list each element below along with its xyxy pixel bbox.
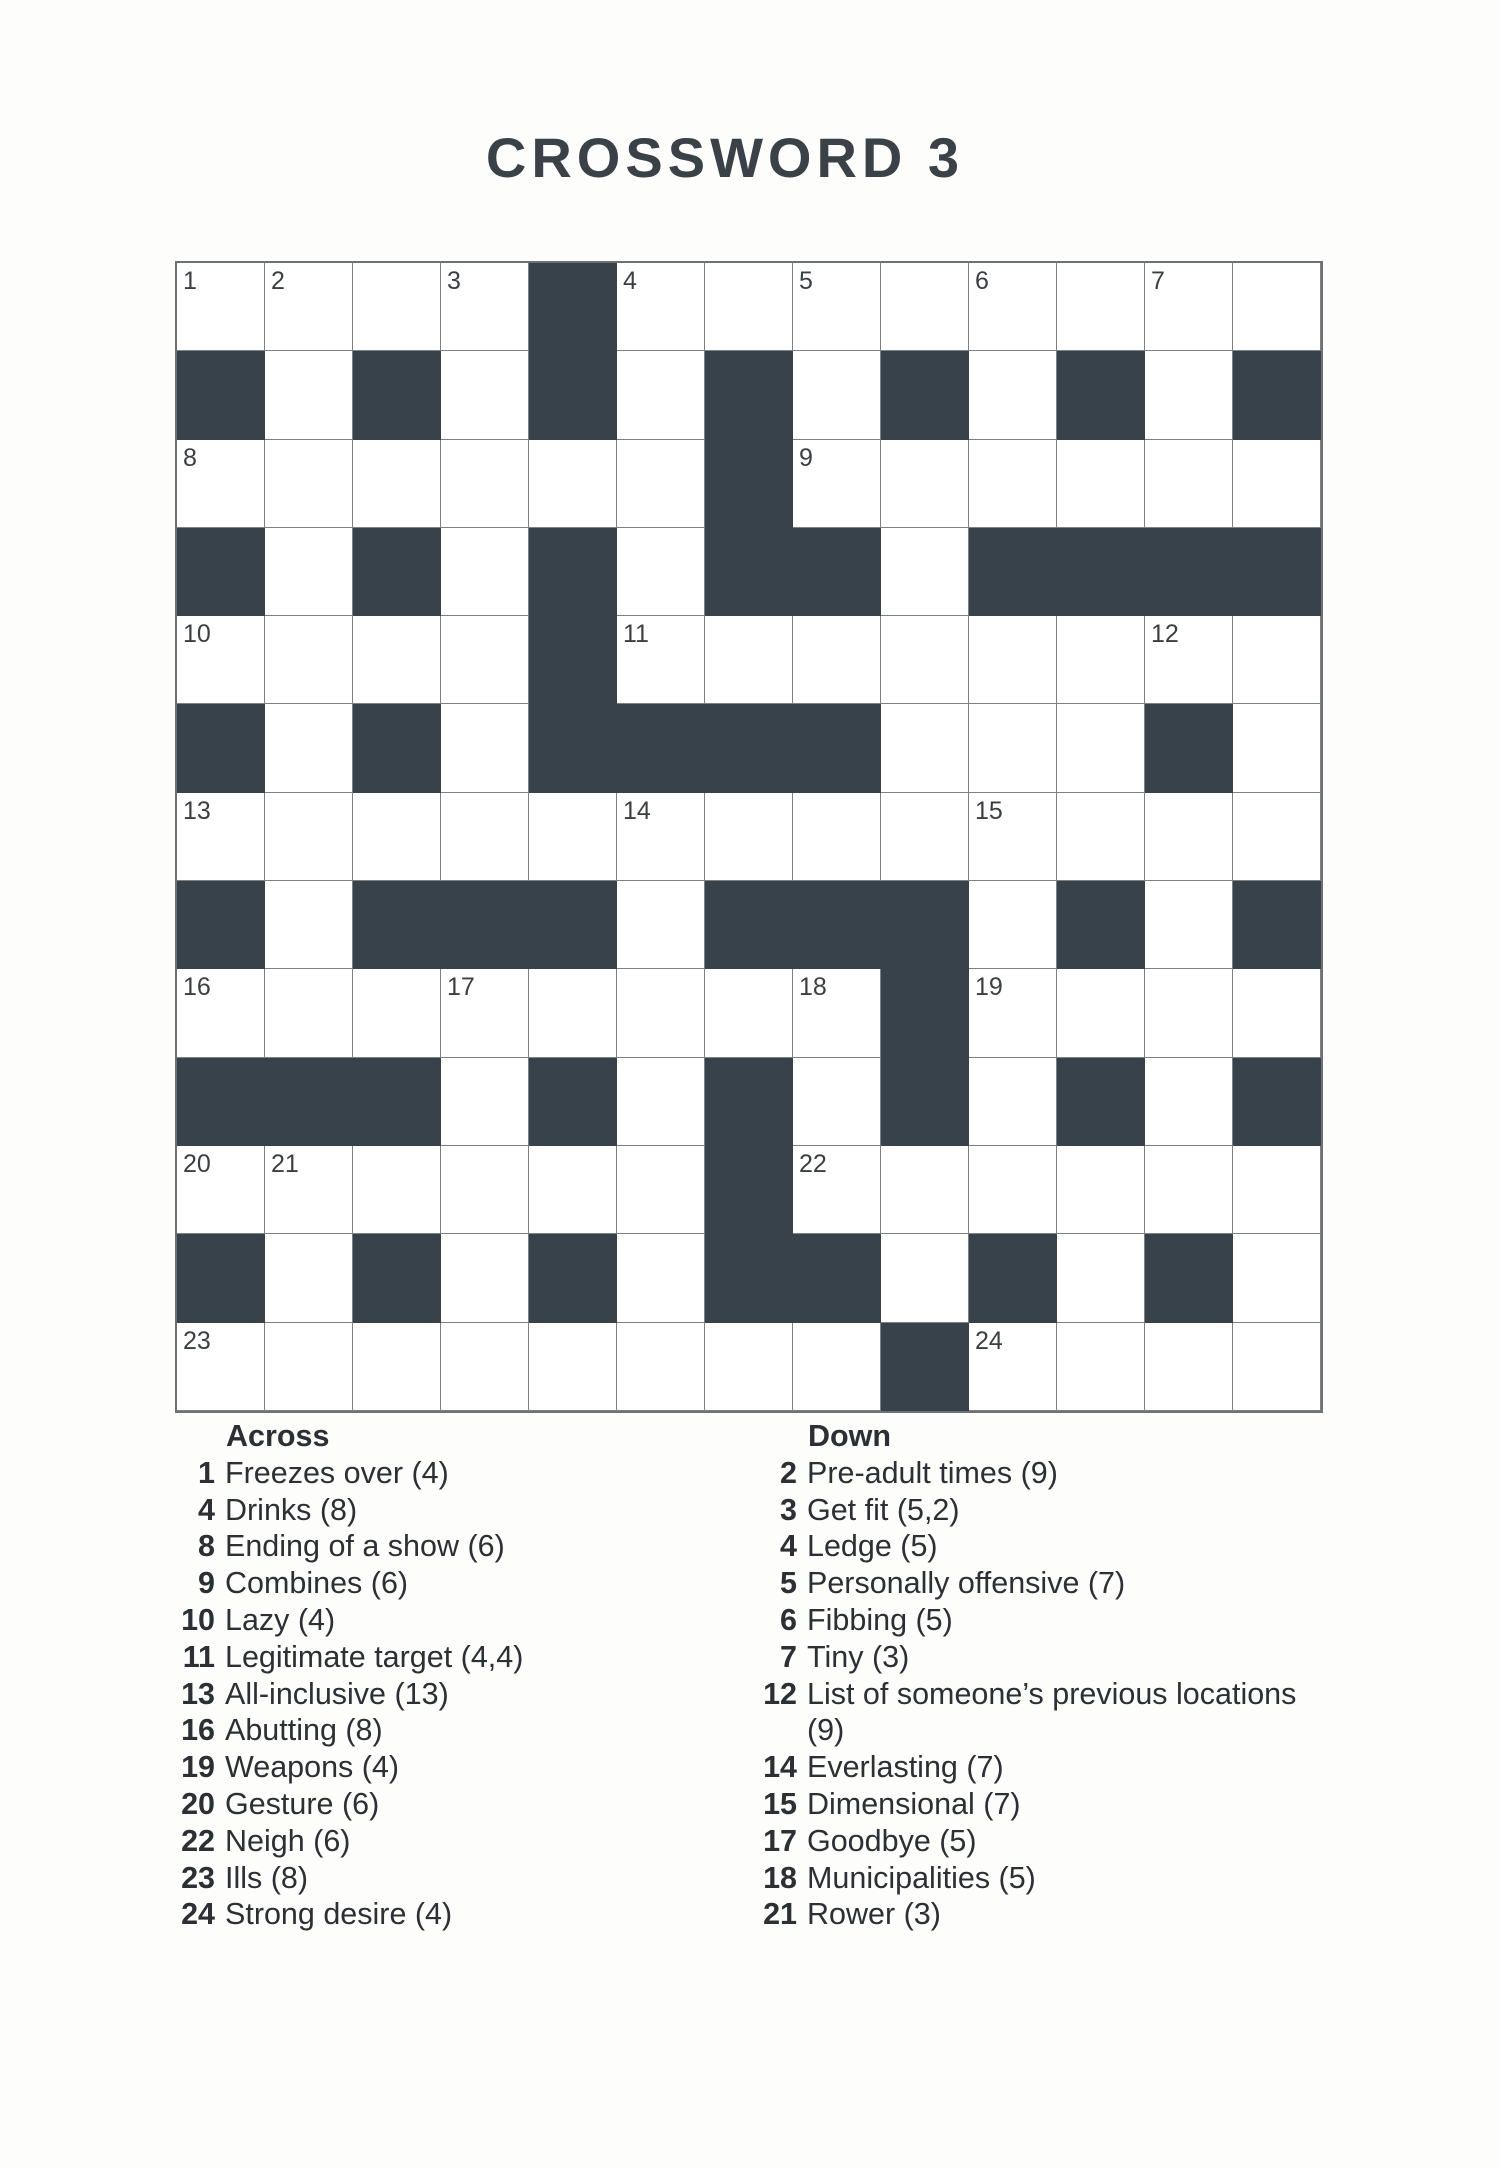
- clue-number: 17: [763, 1823, 797, 1858]
- grid-block-cell: [705, 1234, 793, 1322]
- clue-number: 9: [799, 443, 813, 472]
- grid-block-cell: [1057, 1058, 1145, 1146]
- across-clue: [170, 1786, 690, 1823]
- clue-number: 2: [271, 267, 285, 295]
- clue-number: 14: [763, 1750, 797, 1785]
- clue-number: 13: [183, 796, 211, 825]
- grid-block-cell: [705, 704, 793, 792]
- clue-text: Dimensional (7): [807, 1786, 1021, 1821]
- grid-block-cell: [1233, 1058, 1321, 1146]
- grid-cell[interactable]: [617, 351, 705, 439]
- clue-number: 2: [780, 1455, 797, 1490]
- grid-cell[interactable]: [969, 793, 1057, 881]
- grid-block-cell: [529, 616, 617, 704]
- across-clue: [170, 1602, 690, 1639]
- clue-number: 24: [181, 1897, 215, 1932]
- grid-block-cell: [353, 351, 441, 439]
- grid-cell[interactable]: [177, 263, 265, 351]
- clue-text: Everlasting (7): [807, 1750, 1004, 1785]
- clue-number: 15: [975, 796, 1003, 825]
- grid-cell[interactable]: [881, 440, 969, 528]
- clue-text: Strong desire (4): [225, 1897, 453, 1932]
- grid-block-cell: [529, 1058, 617, 1146]
- grid-block-cell: [793, 881, 881, 969]
- grid-cell[interactable]: [441, 704, 529, 792]
- grid-block-cell: [529, 263, 617, 351]
- grid-block-cell: [177, 528, 265, 616]
- clue-text: Weapons (4): [225, 1750, 400, 1785]
- grid-cell[interactable]: [793, 969, 881, 1057]
- clue-text: Get fit (5,2): [807, 1492, 960, 1527]
- grid-cell[interactable]: [1145, 881, 1233, 969]
- across-clue: [170, 1639, 690, 1676]
- grid-cell[interactable]: [265, 440, 353, 528]
- clue-number: 6: [780, 1602, 797, 1637]
- grid-cell[interactable]: [1145, 1146, 1233, 1234]
- grid-cell[interactable]: [1057, 704, 1145, 792]
- grid-cell[interactable]: [441, 351, 529, 439]
- grid-cell[interactable]: [353, 793, 441, 881]
- grid-cell[interactable]: [1233, 616, 1321, 704]
- grid-cell[interactable]: [705, 793, 793, 881]
- grid-cell[interactable]: [969, 1323, 1057, 1411]
- clue-text: Combines (6): [225, 1566, 409, 1601]
- grid-cell[interactable]: [881, 528, 969, 616]
- grid-cell[interactable]: [265, 704, 353, 792]
- grid-block-cell: [705, 351, 793, 439]
- clue-number: 24: [975, 1326, 1003, 1355]
- clue-number: 6: [975, 267, 989, 295]
- across-clue: [170, 1896, 690, 1933]
- clue-number: 18: [763, 1860, 797, 1895]
- grid-block-cell: [353, 1058, 441, 1146]
- grid-cell[interactable]: [353, 440, 441, 528]
- grid-cell[interactable]: [265, 793, 353, 881]
- grid-cell[interactable]: [353, 1323, 441, 1411]
- grid-cell[interactable]: [353, 616, 441, 704]
- grid-block-cell: [529, 881, 617, 969]
- grid-cell[interactable]: [705, 263, 793, 351]
- down-clue: [752, 1676, 1312, 1750]
- grid-cell[interactable]: [617, 1323, 705, 1411]
- grid-cell[interactable]: [617, 1058, 705, 1146]
- grid-cell[interactable]: [881, 1146, 969, 1234]
- grid-cell[interactable]: [441, 969, 529, 1057]
- grid-cell[interactable]: [617, 969, 705, 1057]
- clue-text: Ills (8): [225, 1860, 309, 1895]
- grid-cell[interactable]: [177, 1323, 265, 1411]
- grid-cell[interactable]: [177, 1146, 265, 1234]
- grid-block-cell: [1145, 704, 1233, 792]
- grid-cell[interactable]: [265, 616, 353, 704]
- grid-block-cell: [1057, 528, 1145, 616]
- clue-text: Drinks (8): [225, 1492, 358, 1527]
- across-clue: [170, 1749, 690, 1786]
- grid-cell[interactable]: [1233, 1146, 1321, 1234]
- grid-cell[interactable]: [969, 969, 1057, 1057]
- grid-block-cell: [441, 881, 529, 969]
- grid-cell[interactable]: [793, 263, 881, 351]
- grid-cell[interactable]: [265, 1323, 353, 1411]
- grid-cell[interactable]: [617, 263, 705, 351]
- grid-cell[interactable]: [617, 1234, 705, 1322]
- clue-text: Gesture (6): [225, 1786, 380, 1821]
- grid-cell[interactable]: [1233, 969, 1321, 1057]
- grid-cell[interactable]: [265, 263, 353, 351]
- clue-number: 16: [183, 973, 211, 1002]
- grid-cell[interactable]: [441, 440, 529, 528]
- clue-number: 7: [780, 1639, 797, 1674]
- clue-number: 17: [447, 973, 475, 1002]
- grid-block-cell: [265, 1058, 353, 1146]
- grid-block-cell: [881, 1323, 969, 1411]
- clue-number: 8: [183, 443, 197, 472]
- grid-cell[interactable]: [441, 616, 529, 704]
- grid-cell[interactable]: [529, 969, 617, 1057]
- down-clue: [752, 1528, 1312, 1565]
- grid-cell[interactable]: [793, 1323, 881, 1411]
- grid-cell[interactable]: [1057, 969, 1145, 1057]
- grid-cell[interactable]: [969, 263, 1057, 351]
- clue-text: Rower (3): [807, 1897, 941, 1932]
- grid-cell[interactable]: [969, 440, 1057, 528]
- down-clue: [752, 1455, 1312, 1492]
- grid-block-cell: [529, 351, 617, 439]
- grid-cell[interactable]: [1145, 440, 1233, 528]
- grid-cell[interactable]: [969, 1058, 1057, 1146]
- grid-cell[interactable]: [177, 793, 265, 881]
- grid-cell[interactable]: [617, 440, 705, 528]
- grid-cell[interactable]: [265, 881, 353, 969]
- grid-cell[interactable]: [793, 1146, 881, 1234]
- grid-cell[interactable]: [793, 616, 881, 704]
- down-clue: [752, 1602, 1312, 1639]
- grid-cell[interactable]: [1145, 1058, 1233, 1146]
- grid-block-cell: [1057, 881, 1145, 969]
- grid-cell[interactable]: [441, 1058, 529, 1146]
- grid-block-cell: [1233, 881, 1321, 969]
- grid-block-cell: [1233, 351, 1321, 439]
- grid-cell[interactable]: [793, 440, 881, 528]
- grid-cell[interactable]: [1057, 440, 1145, 528]
- clue-number: 4: [623, 267, 637, 295]
- across-clue: [170, 1528, 690, 1565]
- crossword-grid: [175, 261, 1323, 1413]
- clue-text: Fibbing (5): [807, 1602, 953, 1637]
- grid-cell[interactable]: [177, 616, 265, 704]
- clue-text: Tiny (3): [807, 1639, 910, 1674]
- grid-cell[interactable]: [1233, 793, 1321, 881]
- across-heading: Across: [226, 1419, 330, 1453]
- grid-cell[interactable]: [1233, 263, 1321, 351]
- grid-block-cell: [793, 528, 881, 616]
- clue-text: Neigh (6): [225, 1823, 351, 1858]
- grid-cell[interactable]: [353, 969, 441, 1057]
- grid-block-cell: [353, 881, 441, 969]
- grid-cell[interactable]: [177, 440, 265, 528]
- clue-number: 11: [182, 1639, 215, 1674]
- clue-text: Lazy (4): [225, 1602, 336, 1637]
- grid-block-cell: [705, 881, 793, 969]
- grid-cell[interactable]: [1233, 1234, 1321, 1322]
- grid-block-cell: [529, 704, 617, 792]
- grid-block-cell: [1145, 1234, 1233, 1322]
- grid-cell[interactable]: [617, 528, 705, 616]
- clue-number: 8: [198, 1529, 215, 1564]
- grid-block-cell: [1233, 528, 1321, 616]
- grid-cell[interactable]: [1233, 704, 1321, 792]
- grid-cell[interactable]: [1057, 1146, 1145, 1234]
- clue-text: Municipalities (5): [807, 1860, 1036, 1895]
- grid-block-cell: [881, 881, 969, 969]
- down-clue: [752, 1749, 1312, 1786]
- across-clues: [170, 1418, 690, 1933]
- grid-cell[interactable]: [353, 1146, 441, 1234]
- grid-cell[interactable]: [1145, 351, 1233, 439]
- down-clue: [752, 1786, 1312, 1823]
- grid-cell[interactable]: [1057, 616, 1145, 704]
- grid-cell[interactable]: [793, 1058, 881, 1146]
- clue-number: 20: [183, 1149, 211, 1178]
- grid-block-cell: [881, 351, 969, 439]
- clue-text: Abutting (8): [225, 1713, 383, 1748]
- down-clue: [752, 1823, 1312, 1860]
- grid-cell[interactable]: [529, 793, 617, 881]
- grid-cell[interactable]: [1057, 1323, 1145, 1411]
- down-clue-list: [752, 1455, 1312, 1933]
- grid-cell[interactable]: [1233, 440, 1321, 528]
- grid-cell[interactable]: [881, 263, 969, 351]
- down-heading: Down: [808, 1419, 892, 1453]
- grid-cell[interactable]: [441, 1234, 529, 1322]
- across-clue-list: [170, 1455, 690, 1933]
- across-clue: [170, 1492, 690, 1529]
- grid-block-cell: [353, 528, 441, 616]
- clue-text: Freezes over (4): [225, 1455, 449, 1490]
- grid-block-cell: [177, 1058, 265, 1146]
- clue-number: 21: [763, 1897, 797, 1932]
- grid-cell[interactable]: [1145, 616, 1233, 704]
- grid-block-cell: [969, 528, 1057, 616]
- grid-cell[interactable]: [441, 263, 529, 351]
- clue-number: 9: [198, 1566, 215, 1601]
- grid-cell[interactable]: [617, 881, 705, 969]
- down-clue: [752, 1896, 1312, 1933]
- across-clue: [170, 1676, 690, 1713]
- clue-number: 11: [623, 620, 649, 649]
- clue-number: 16: [181, 1713, 215, 1748]
- clue-text: Ending of a show (6): [225, 1529, 505, 1564]
- grid-cell[interactable]: [441, 1146, 529, 1234]
- clue-number: 1: [183, 267, 197, 295]
- page-title: CROSSWORD 3: [485, 126, 965, 189]
- grid-cell[interactable]: [881, 704, 969, 792]
- clue-text: Pre-adult times (9): [807, 1455, 1058, 1490]
- grid-cell[interactable]: [265, 969, 353, 1057]
- grid-cell[interactable]: [705, 1323, 793, 1411]
- grid-cell[interactable]: [617, 1146, 705, 1234]
- grid-cell[interactable]: [969, 351, 1057, 439]
- across-clue: [170, 1455, 690, 1492]
- clue-number: 13: [181, 1676, 215, 1711]
- clue-number: 23: [183, 1326, 211, 1355]
- down-clue: [752, 1565, 1312, 1602]
- grid-block-cell: [705, 440, 793, 528]
- grid-block-cell: [705, 1058, 793, 1146]
- grid-cell[interactable]: [969, 1146, 1057, 1234]
- grid-cell[interactable]: [441, 1323, 529, 1411]
- grid-cell[interactable]: [881, 1234, 969, 1322]
- clue-number: 4: [780, 1529, 797, 1564]
- down-clue: [752, 1639, 1312, 1676]
- clue-number: 19: [181, 1750, 215, 1785]
- down-clue: [752, 1492, 1312, 1529]
- grid-block-cell: [353, 1234, 441, 1322]
- grid-cell[interactable]: [1145, 263, 1233, 351]
- grid-cell[interactable]: [177, 969, 265, 1057]
- grid-block-cell: [529, 528, 617, 616]
- clue-number: 3: [780, 1492, 797, 1527]
- clue-number: 10: [181, 1602, 215, 1637]
- grid-cell[interactable]: [1145, 1323, 1233, 1411]
- grid-cell[interactable]: [969, 704, 1057, 792]
- grid-block-cell: [177, 351, 265, 439]
- grid-cell[interactable]: [881, 616, 969, 704]
- clue-number: 22: [181, 1823, 215, 1858]
- grid-cell[interactable]: [529, 1323, 617, 1411]
- grid-cell[interactable]: [617, 793, 705, 881]
- grid-block-cell: [177, 881, 265, 969]
- clue-number: 4: [198, 1492, 215, 1527]
- grid-cell[interactable]: [265, 1234, 353, 1322]
- grid-cell[interactable]: [969, 616, 1057, 704]
- grid-block-cell: [705, 528, 793, 616]
- grid-block-cell: [1145, 528, 1233, 616]
- grid-cell[interactable]: [1057, 793, 1145, 881]
- grid-cell[interactable]: [617, 616, 705, 704]
- clue-number: 1: [198, 1455, 215, 1490]
- clue-text: Legitimate target (4,4): [225, 1639, 524, 1674]
- down-clues: [752, 1418, 1312, 1933]
- clue-text: Ledge (5): [807, 1529, 938, 1564]
- grid-block-cell: [793, 704, 881, 792]
- grid-cell[interactable]: [441, 528, 529, 616]
- grid-cell[interactable]: [1145, 793, 1233, 881]
- grid-cell[interactable]: [705, 969, 793, 1057]
- clue-number: 3: [447, 267, 461, 295]
- grid-cell[interactable]: [793, 793, 881, 881]
- clue-number: 7: [1151, 267, 1165, 295]
- grid-block-cell: [1057, 351, 1145, 439]
- grid-cell[interactable]: [969, 881, 1057, 969]
- clue-number: 20: [181, 1786, 215, 1821]
- across-clue: [170, 1860, 690, 1897]
- grid-cell[interactable]: [265, 351, 353, 439]
- grid-cell[interactable]: [1057, 1234, 1145, 1322]
- clue-number: 5: [799, 267, 813, 295]
- grid-block-cell: [177, 704, 265, 792]
- grid-cell[interactable]: [529, 440, 617, 528]
- clue-number: 14: [623, 796, 651, 825]
- grid-block-cell: [705, 1146, 793, 1234]
- grid-cell[interactable]: [441, 793, 529, 881]
- grid-cell[interactable]: [353, 263, 441, 351]
- grid-cell[interactable]: [265, 1146, 353, 1234]
- grid-block-cell: [793, 1234, 881, 1322]
- grid-block-cell: [353, 704, 441, 792]
- across-clue: [170, 1823, 690, 1860]
- grid-block-cell: [969, 1234, 1057, 1322]
- clue-number: 15: [763, 1786, 797, 1821]
- grid-cell[interactable]: [881, 793, 969, 881]
- clue-number: 19: [975, 973, 1003, 1002]
- grid-block-cell: [617, 704, 705, 792]
- clue-text: All-inclusive (13): [225, 1676, 449, 1711]
- grid-cell[interactable]: [1233, 1323, 1321, 1411]
- clue-number: 10: [183, 620, 211, 649]
- grid-cell[interactable]: [793, 351, 881, 439]
- clue-text: List of someone’s previous locations (9): [807, 1676, 1297, 1748]
- grid-block-cell: [881, 969, 969, 1057]
- grid-cell[interactable]: [1057, 263, 1145, 351]
- clue-number: 23: [181, 1860, 215, 1895]
- grid-cell[interactable]: [1145, 969, 1233, 1057]
- clue-number: 12: [1151, 620, 1179, 649]
- clue-number: 12: [763, 1676, 797, 1711]
- grid-cell[interactable]: [705, 616, 793, 704]
- clue-text: Goodbye (5): [807, 1823, 977, 1858]
- grid-cell[interactable]: [529, 1146, 617, 1234]
- grid-block-cell: [529, 1234, 617, 1322]
- across-clue: [170, 1712, 690, 1749]
- clue-number: 22: [799, 1149, 827, 1178]
- clue-text: Personally offensive (7): [807, 1566, 1126, 1601]
- clue-number: 5: [780, 1566, 797, 1601]
- down-clue: [752, 1860, 1312, 1897]
- clue-number: 18: [799, 973, 827, 1002]
- across-clue: [170, 1565, 690, 1602]
- grid-block-cell: [177, 1234, 265, 1322]
- clue-number: 21: [271, 1149, 299, 1178]
- grid-block-cell: [881, 1058, 969, 1146]
- grid-cell[interactable]: [265, 528, 353, 616]
